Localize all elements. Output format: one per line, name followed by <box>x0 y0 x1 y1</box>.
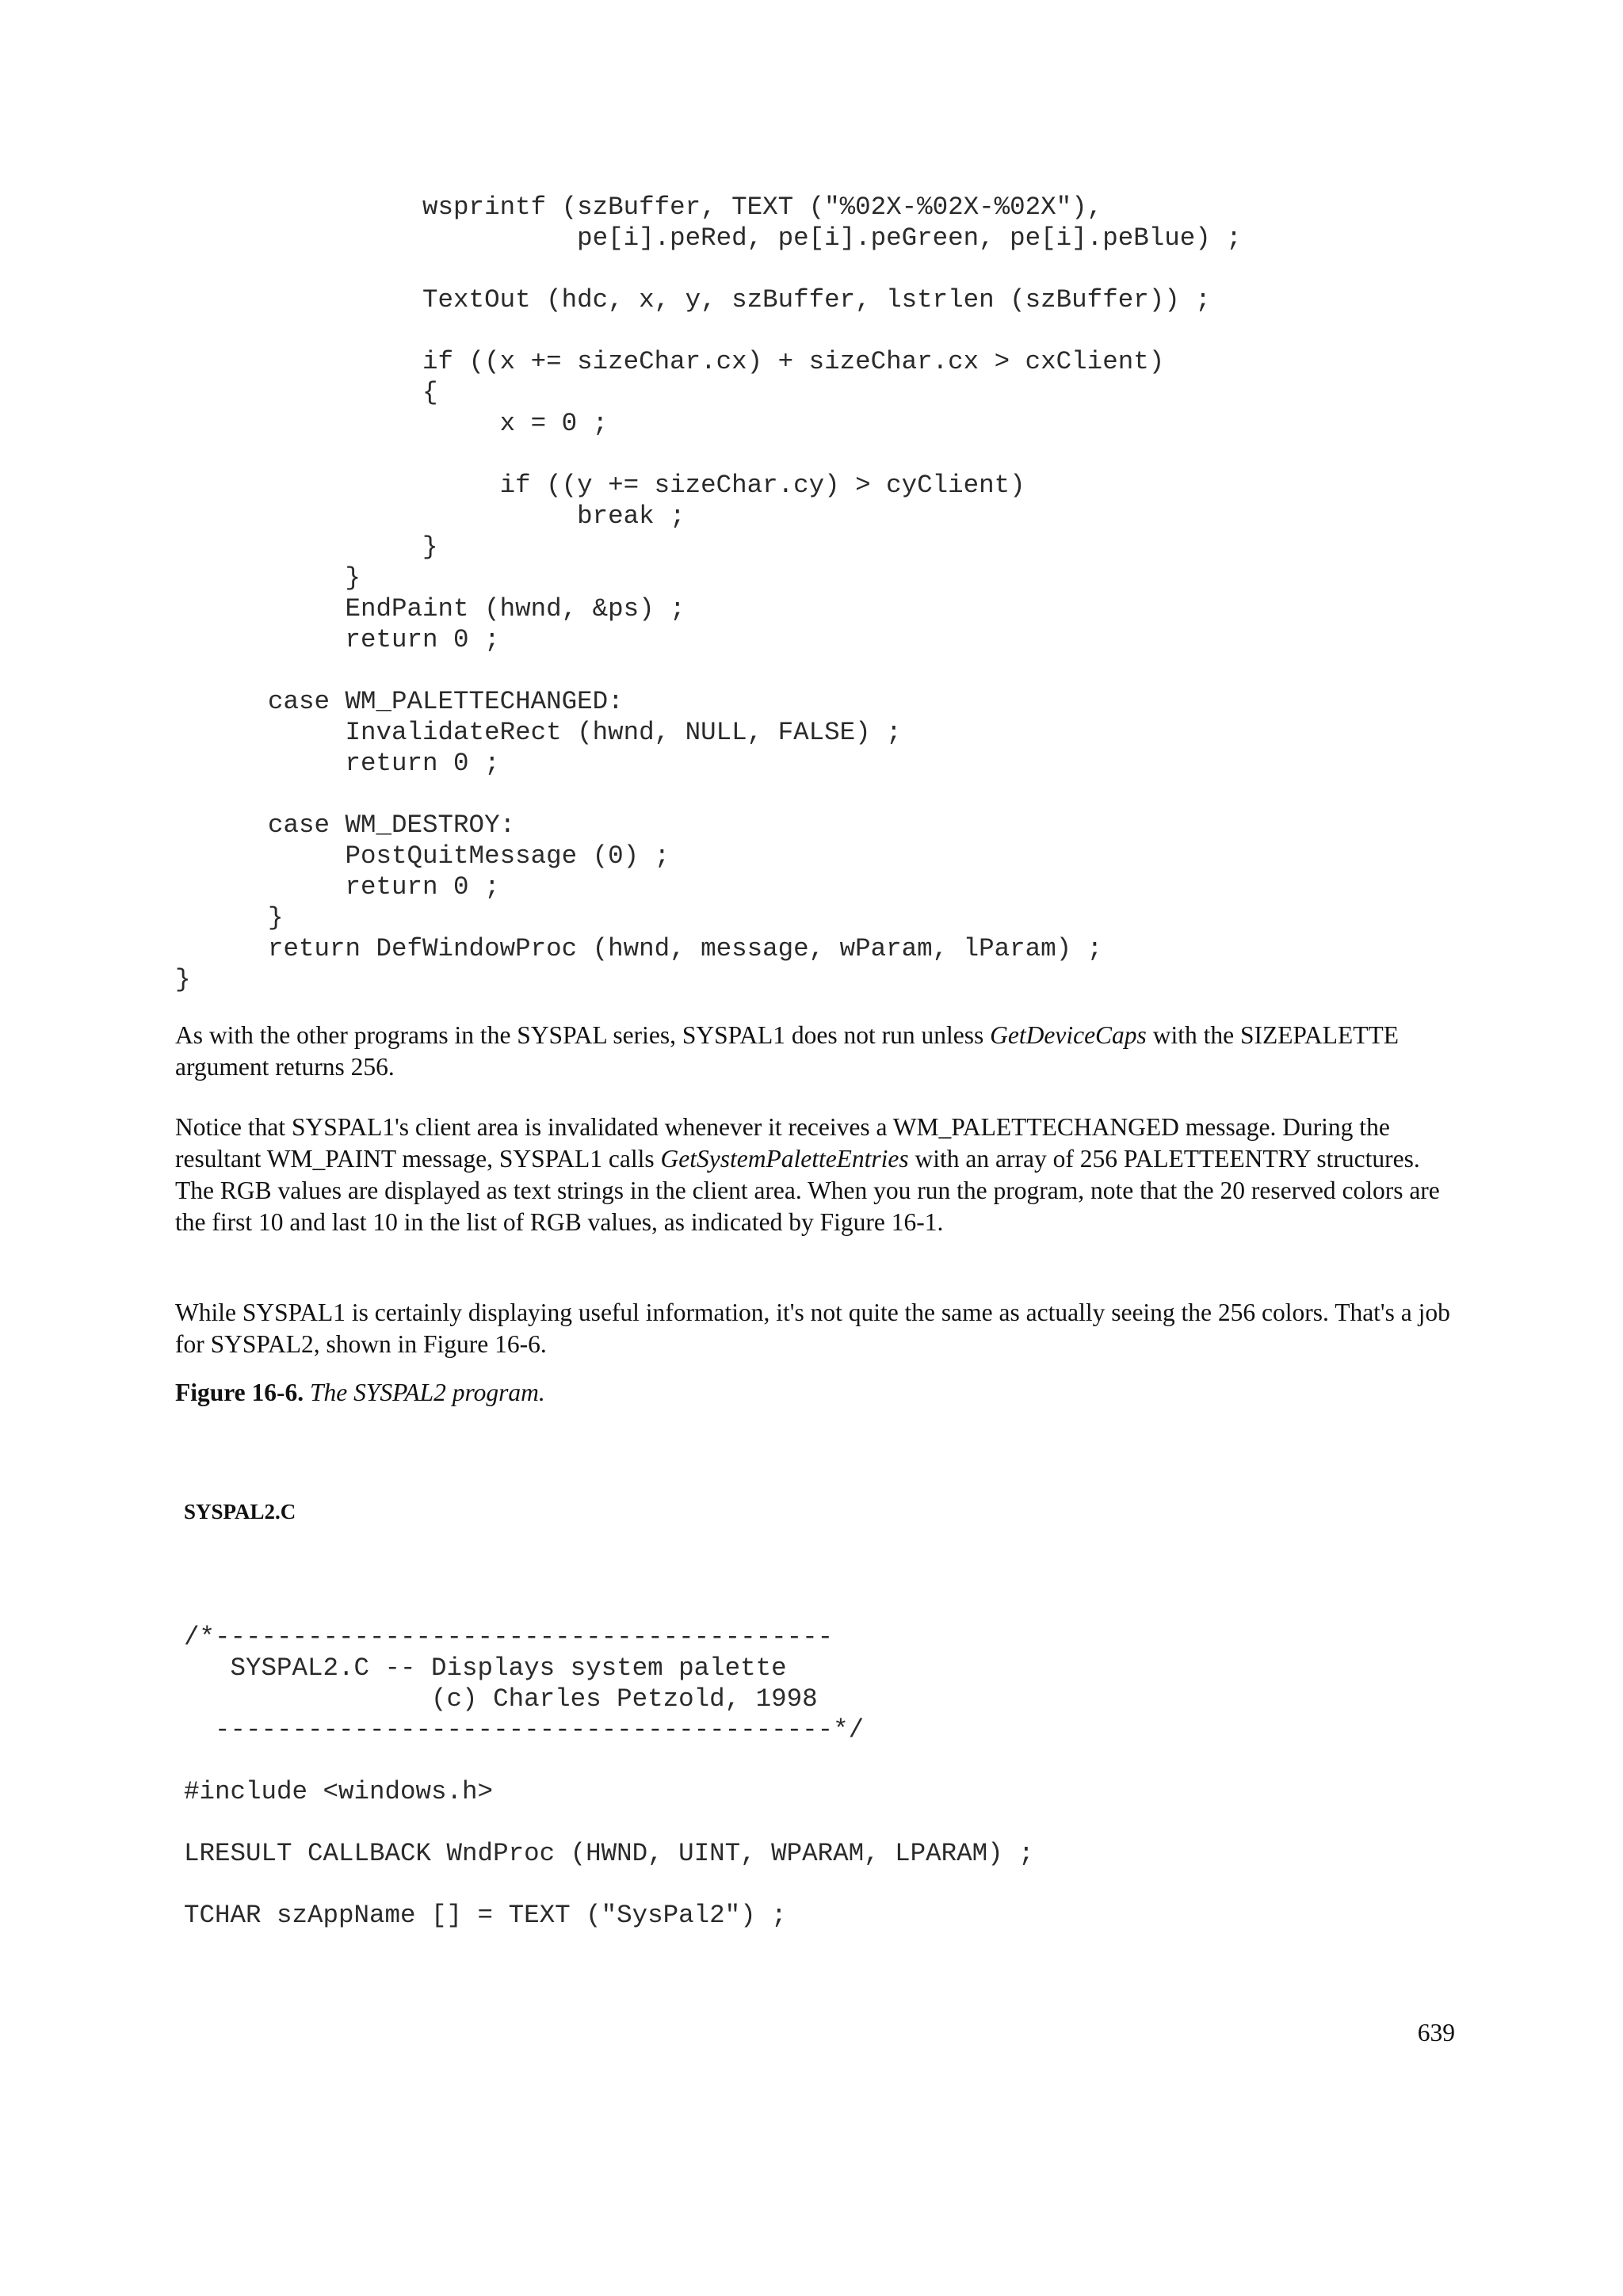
paragraph-2-emphasis: GetSystemPaletteEntries <box>660 1145 909 1173</box>
code-line <box>175 779 1242 810</box>
code-line <box>184 1869 1034 1900</box>
code-line: #include <windows.h> <box>184 1777 494 1806</box>
code-line: wsprintf (szBuffer, TEXT ("%02X-%02X-%02X"), <box>175 193 1103 222</box>
code-line: } <box>175 563 361 593</box>
code-line <box>175 315 1242 346</box>
code-line: x = 0 ; <box>175 409 609 438</box>
code-line: case WM_PALETTECHANGED: <box>175 687 624 716</box>
code-line: InvalidateRect (hwnd, NULL, FALSE) ; <box>175 718 902 747</box>
paragraph-1-emphasis: GetDeviceCaps <box>990 1021 1147 1049</box>
code-line: if ((y += sizeChar.cy) > cyClient) <box>175 471 1025 500</box>
code-line: PostQuitMessage (0) ; <box>175 841 670 871</box>
code-line: return 0 ; <box>175 625 500 654</box>
paragraph-2-text-a: Notice that SYSPAL1's client area is invalidated whenever it receives a WM_PALETTECHANGED message. During the resultant WM_PAINT message, SYSPAL1 calls <box>175 1113 1390 1173</box>
figure-caption <box>175 1377 545 1409</box>
code-listing-top <box>175 192 1242 995</box>
code-line: return 0 ; <box>175 872 500 902</box>
code-line: return 0 ; <box>175 749 500 778</box>
code-line <box>184 1807 1034 1838</box>
code-line: SYSPAL2.C -- Displays system palette <box>184 1653 787 1683</box>
paragraph-3: While SYSPAL1 is certainly displaying useful information, it's not quite the same as actually seeing the 256 colors. That's a job for SYSPAL2, shown in Figure 16-6. <box>175 1299 1450 1358</box>
code-line: LRESULT CALLBACK WndProc (HWND, UINT, WPARAM, LPARAM) ; <box>184 1839 1034 1868</box>
code-line: ----------------------------------------*/ <box>184 1715 865 1745</box>
code-line: TextOut (hdc, x, y, szBuffer, lstrlen (szBuffer)) ; <box>175 285 1211 315</box>
page-number: 639 <box>1417 2019 1455 2046</box>
code-line <box>175 254 1242 284</box>
code-line: EndPaint (hwnd, &ps) ; <box>175 594 685 624</box>
code-line: } <box>175 903 284 933</box>
code-line <box>175 655 1242 686</box>
paragraph-2-text-c: with an array of 256 PALETTEENTRY structures. The RGB values are displayed as text strings in the client area. When you run the program, note that the 20 reserved colors are the first 10 and last 10 in the list of RGB values, as indicated by Figure 16-1. <box>175 1145 1440 1236</box>
code-line: (c) Charles Petzold, 1998 <box>184 1684 818 1714</box>
code-listing-bottom <box>184 1622 1034 1931</box>
code-line: return DefWindowProc (hwnd, message, wParam, lParam) ; <box>175 934 1103 963</box>
paragraph-1-text-c: with the SIZEPALETTE argument returns 256. <box>175 1021 1400 1081</box>
paragraph-1 <box>175 1020 1459 1083</box>
figure-label: Figure 16-6. <box>175 1379 304 1406</box>
paragraph-1-text-a: As with the other programs in the SYSPAL series, SYSPAL1 does not run unless <box>175 1021 991 1049</box>
code-line: case WM_DESTROY: <box>175 810 516 840</box>
code-line: TCHAR szAppName [] = TEXT ("SysPal2") ; <box>184 1901 787 1930</box>
code-line <box>184 1745 1034 1776</box>
code-line: pe[i].peRed, pe[i].peGreen, pe[i].peBlue) ; <box>175 223 1242 253</box>
code-line: } <box>175 965 191 994</box>
code-line: } <box>175 532 438 562</box>
code-line: /*---------------------------------------- <box>184 1623 834 1652</box>
listing-title: SYSPAL2.C <box>184 1500 296 1524</box>
code-line <box>175 439 1242 470</box>
paragraph-2 <box>175 1112 1459 1238</box>
figure-caption-text: The SYSPAL2 program. <box>310 1379 545 1406</box>
code-line: break ; <box>175 502 685 531</box>
code-line: { <box>175 378 438 407</box>
code-line: if ((x += sizeChar.cx) + sizeChar.cx > cxClient) <box>175 347 1165 376</box>
